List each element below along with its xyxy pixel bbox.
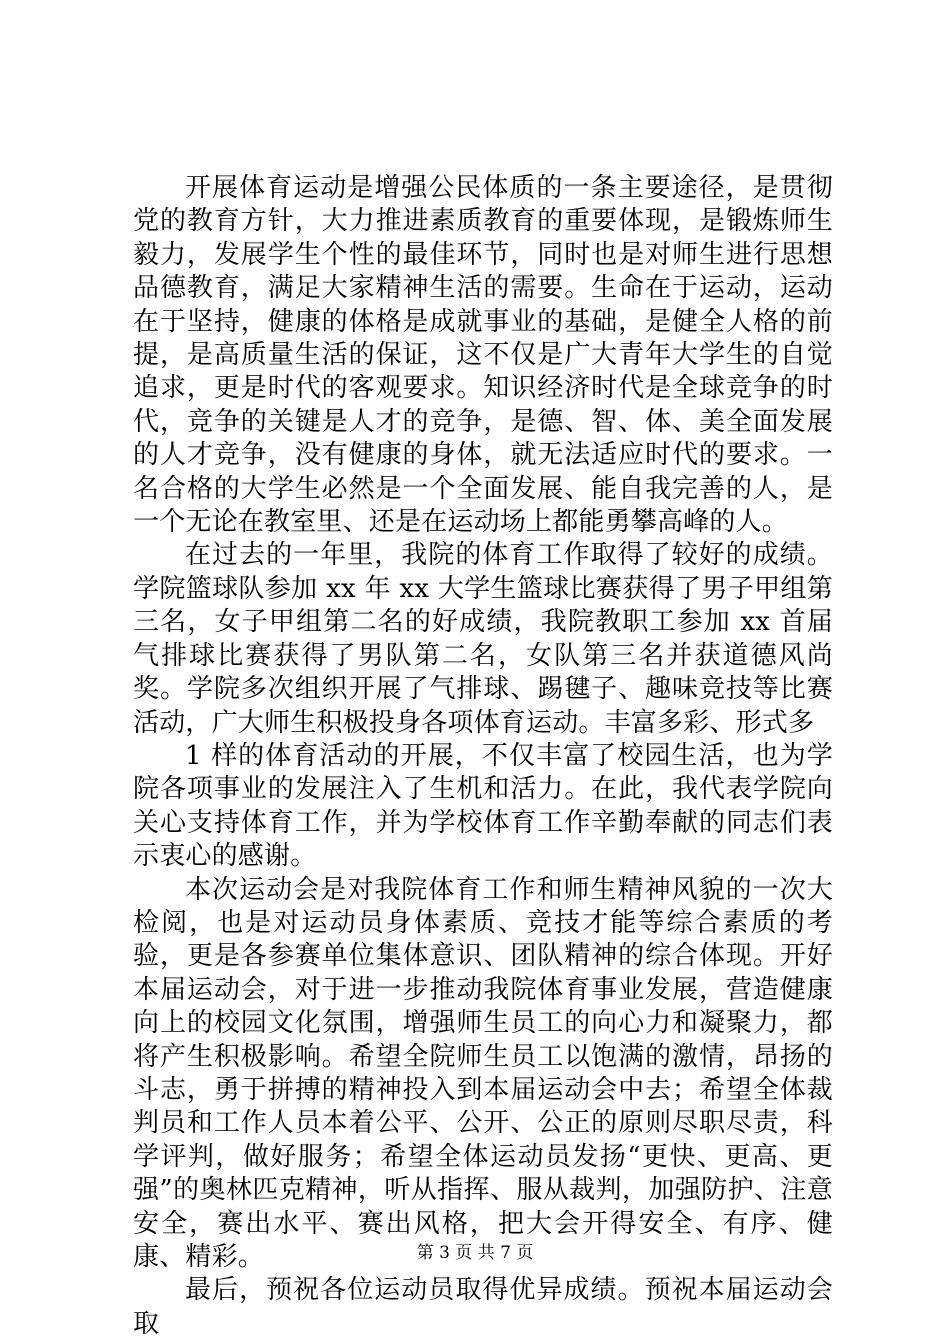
paragraph-closing-wishes: 最后，预祝各位运动员取得优异成绩。预祝本届运动会取: [133, 1275, 833, 1339]
paragraph-past-achievements: 在过去的一年里，我院的体育工作取得了较好的成绩。学院篮球队参加 xx 年 xx 大学生篮球比赛获得了男子甲组第三名，女子甲组第二名的好成绩，我院教职工参加 xx 首届气排球比赛获得了男队第二名，女队第三名并获道德风尚奖。学院多次组织开展了气排球、踢毽子、趣味竞技等比赛活动，广大师生积极投身各项体育运动。丰富多彩、形式多: [133, 540, 833, 738]
paragraph-sports-importance: 开展体育运动是增强公民体质的一条主要途径，是贯彻党的教育方针，大力推进素质教育的重要体现，是锻炼师生毅力，发展学生个性的最佳环节，同时也是对师生进行思想品德教育，满足大家精神生活的需要。生命在于运动，运动在于坚持，健康的体格是成就事业的基础，是健全人格的前提，是高质量生活的保证，这不仅是广大青年大学生的自觉追求，更是时代的客观要求。知识经济时代是全球竞争的时代，竞争的关键是人才的竞争，是德、智、体、美全面发展的人才竞争，没有健康的身体，就无法适应时代的要求。一名合格的大学生必然是一个全面发展、能自我完善的人，是一个无论在教室里、还是在运动场上都能勇攀高峰的人。: [133, 173, 833, 538]
paragraph-thanks: 1 样的体育活动的开展，不仅丰富了校园生活，也为学院各项事业的发展注入了生机和活力。在此，我代表学院向关心支持体育工作，并为学校体育工作辛勤奉献的同志们表示衷心的感谢。: [133, 740, 833, 872]
paragraph-meet-significance: 本次运动会是对我院体育工作和师生精神风貌的一次大检阅，也是对运动员身体素质、竞技才能等综合素质的考验，更是各参赛单位集体意识、团队精神的综合体现。开好本届运动会，对于进一步推动我院体育事业发展，营造健康向上的校园文化氛围，增强师生员工的向心力和凝聚力，都将产生积极影响。希望全院师生员工以饱满的激情，昂扬的斗志，勇于拼搏的精神投入到本届运动会中去；希望全体裁判员和工作人员本着公平、公开、公正的原则尽职尽责，科学评判，做好服务；希望全体运动员发扬“更快、更高、更强”的奥林匹克精神，听从指挥、服从裁判，加强防护、注意安全，赛出水平、赛出风格，把大会开得安全、有序、健康、精彩。: [133, 874, 833, 1272]
page-number-footer: 第 3 页 共 7 页: [416, 1243, 534, 1263]
document-body: [133, 172, 833, 1341]
